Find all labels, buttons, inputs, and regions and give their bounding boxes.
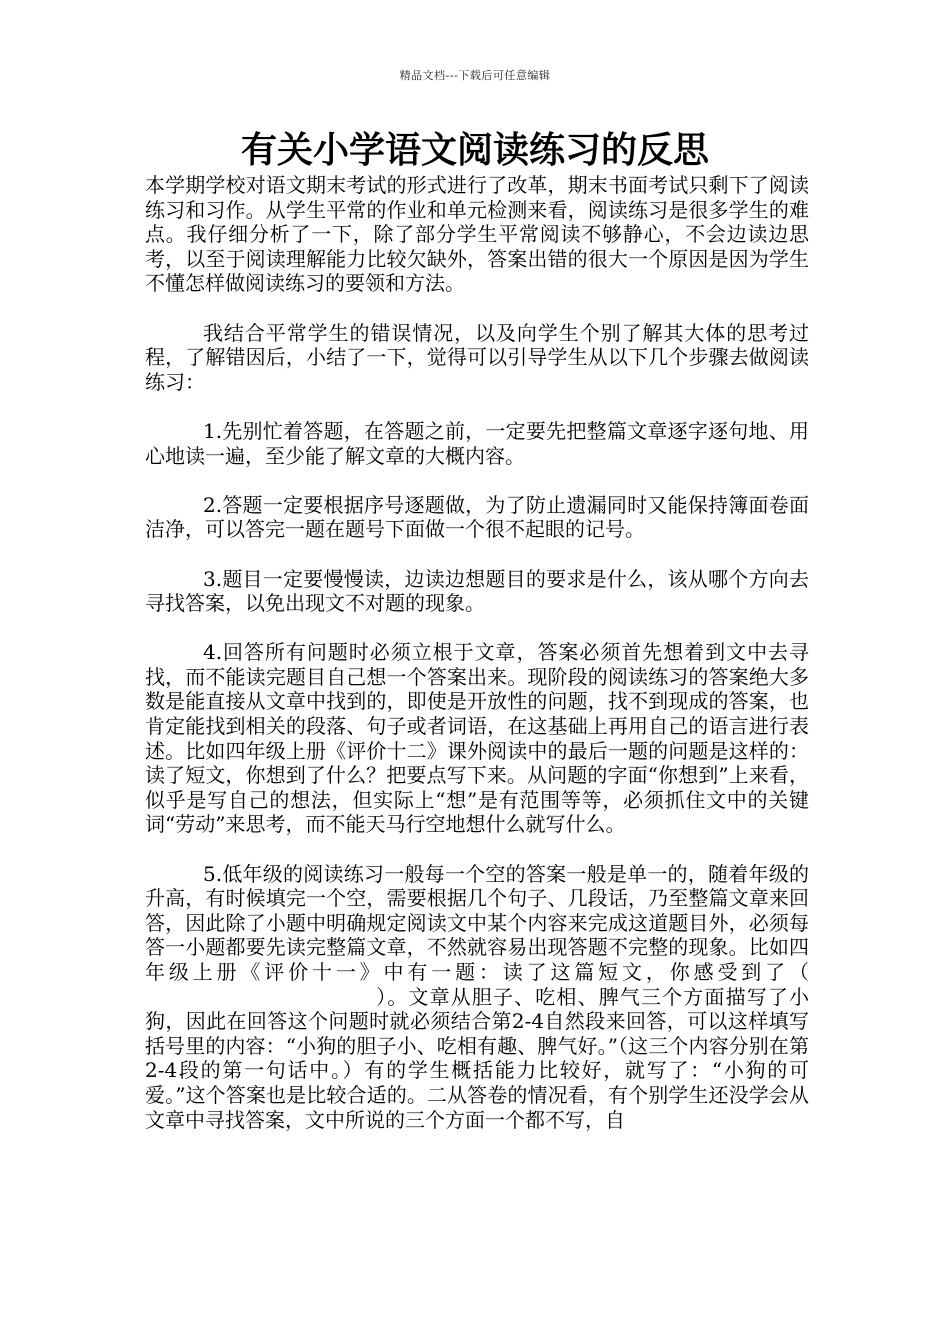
paragraph-step-2: 2.答题一定要根据序号逐题做，为了防止遗漏同时又能保持簿面卷面洁净，可以答完一题在题号下面做一个很不起眼的记号。 xyxy=(145,492,809,542)
header-note: 精品文档---下载后可任意编辑 xyxy=(399,69,551,82)
paragraph-step-3: 3.题目一定要慢慢读，边读边想题目的要求是什么，该从哪个方向去寻找答案，以免出现文不对题的现象。 xyxy=(145,566,809,616)
document-title: 有关小学语文阅读练习的反思 xyxy=(240,130,709,171)
document-body xyxy=(145,173,809,1132)
paragraph-step-5-part-2: ）。文章从胆子、吃相、脾气三个方面描写了小狗，因此在回答这个问题时就必须结合第2-4自然段来回答，可以这样填写括号里的内容：“小狗的胆子小、吃相有趣、脾气好。”（这三个内容分别在第2-4段的第一句话中。）有的学生概括能力比较好，就写了：“小狗的可爱。”这个答案也是比较合适的。二从答卷的情况看，有个别学生还没学会从文章中寻找答案，文中所说的三个方面一个都不写，自 xyxy=(145,984,809,1132)
paragraph-step-5 xyxy=(145,862,809,1133)
paragraph-method: 我结合平常学生的错误情况，以及向学生个别了解其大体的思考过程，了解错因后，小结了一下，觉得可以引导学生从以下几个步骤去做阅读练习： xyxy=(145,320,809,394)
paragraph-step-1: 1.先别忙着答题，在答题之前，一定要先把整篇文章逐字逐句地、用心地读一遍，至少能了解文章的大概内容。 xyxy=(145,418,809,468)
paragraph-step-5-part-1: 5.低年级的阅读练习一般每一个空的答案一般是单一的，随着年级的升高，有时候填完一个空，需要根据几个句子、几段话，乃至整篇文章来回答，因此除了小题中明确规定阅读文中某个内容来完成这道题目外，必须每答一小题都要先读完整篇文章，不然就容易出现答题不完整的现象。比如四年级上册《评价十一》中有一题：读了这篇短文，你感受到了（ xyxy=(145,861,809,984)
paragraph-intro: 本学期学校对语文期末考试的形式进行了改革，期末书面考试只剩下了阅读练习和习作。从学生平常的作业和单元检测来看，阅读练习是很多学生的难点。我仔细分析了一下，除了部分学生平常阅读不够静心，不会边读边思考，以至于阅读理解能力比较欠缺外，答案出错的很大一个原因是因为学生不懂怎样做阅读练习的要领和方法。 xyxy=(145,173,809,296)
paragraph-step-4: 4.回答所有问题时必须立根于文章，答案必须首先想着到文中去寻找，而不能读完题目自己想一个答案出来。现阶段的阅读练习的答案绝大多数是能直接从文章中找到的，即使是开放性的问题，找不到现成的答案，也肯定能找到相关的段落、句子或者词语，在这基础上再用自己的语言进行表述。比如四年级上册《评价十二》课外阅读中的最后一题的问题是这样的：读了短文，你想到了什么？把要点写下来。从问题的字面“你想到”上来看，似乎是写自己的想法，但实际上“想”是有范围等等，必须抓住文中的关键词“劳动”来思考，而不能天马行空地想什么就写什么。 xyxy=(145,640,809,837)
